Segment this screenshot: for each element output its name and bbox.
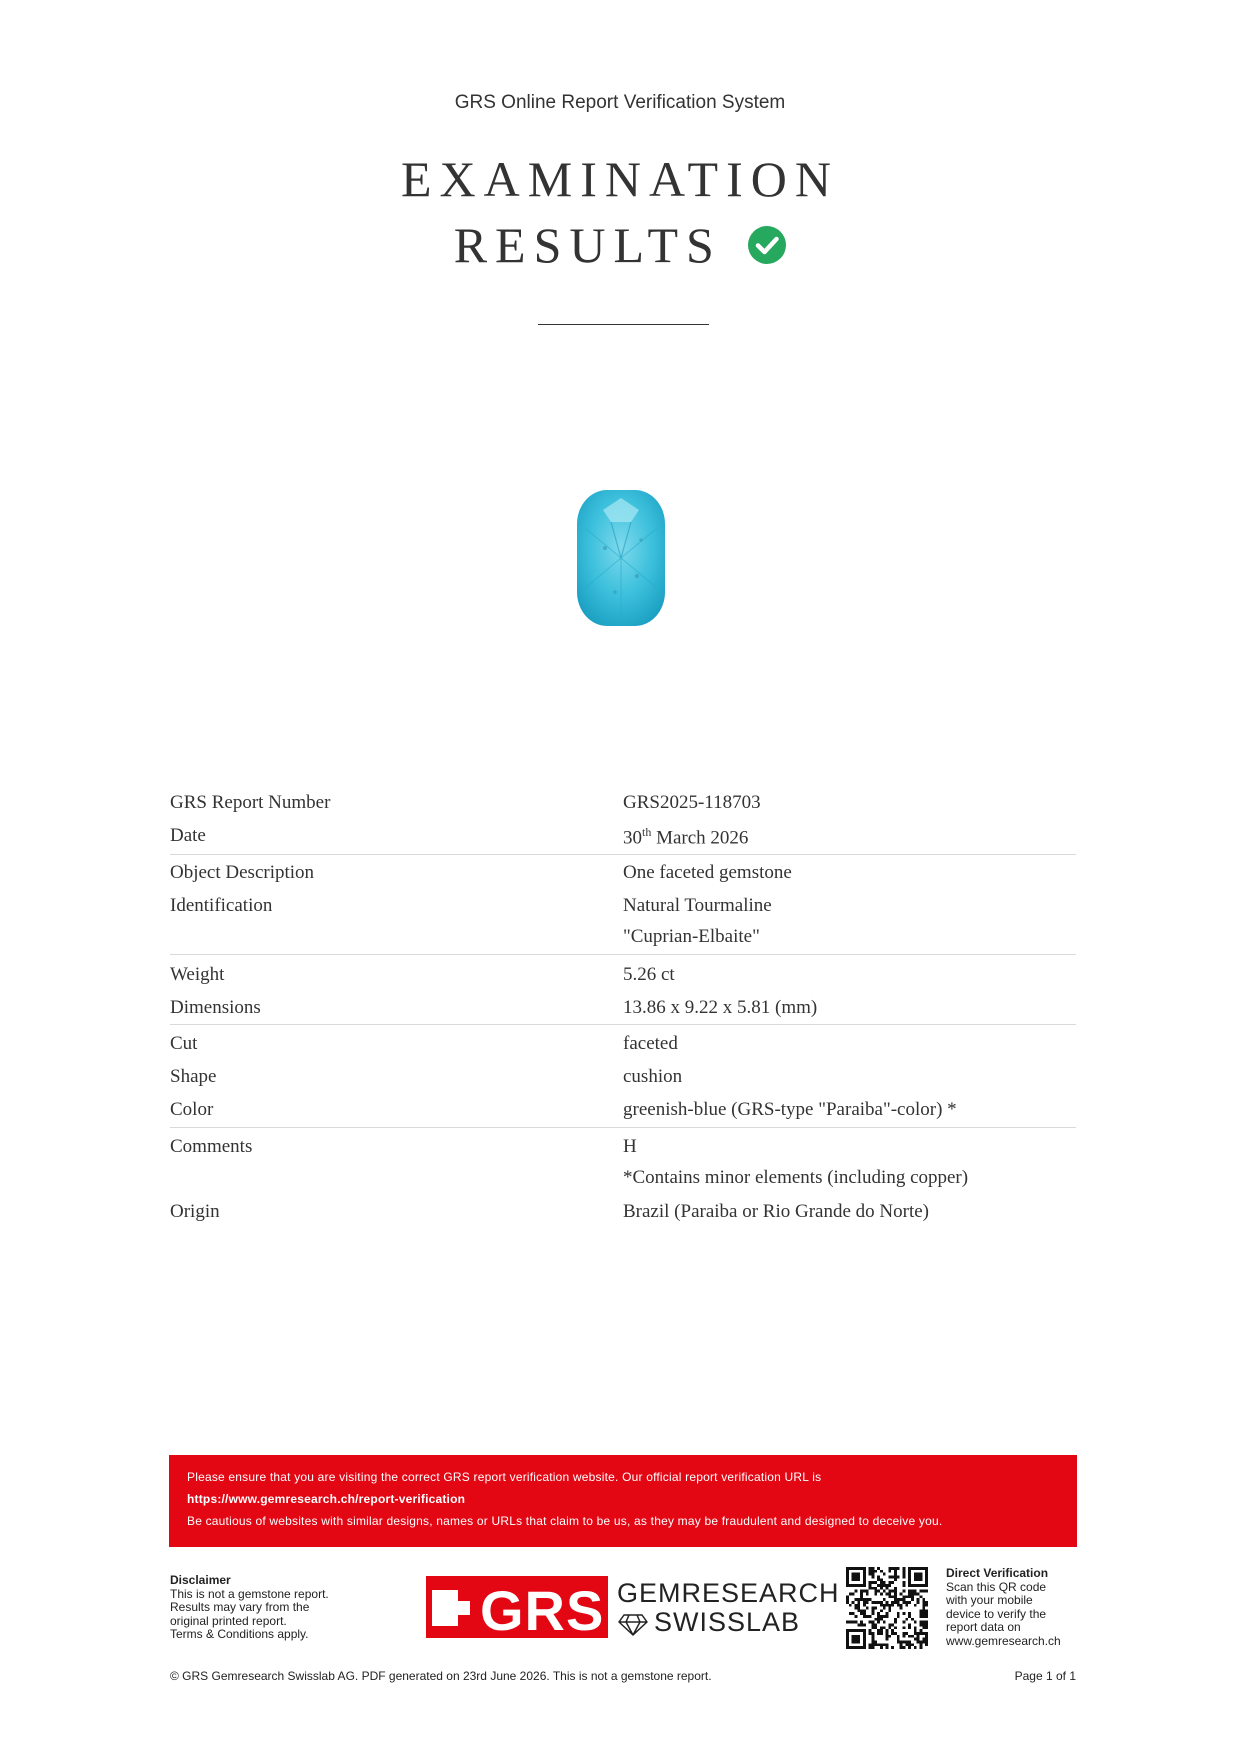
page-title-line1: EXAMINATION	[401, 151, 839, 207]
row-comments-note	[170, 1161, 1076, 1193]
value-color: greenish-blue (GRS-type "Paraiba"-color) *	[623, 1099, 957, 1120]
value-dimensions: 13.86 x 9.22 x 5.81 (mm)	[623, 997, 818, 1018]
value-object-description: One faceted gemstone	[623, 862, 792, 883]
footer-page-number: Page 1 of 1	[1014, 1669, 1076, 1683]
value-shape: cushion	[623, 1066, 683, 1087]
value-weight: 5.26 ct	[623, 964, 675, 985]
row-identification-variety	[170, 920, 1076, 952]
direct-verification-line: device to verify the	[946, 1606, 1047, 1621]
diamond-icon	[617, 1613, 649, 1637]
direct-verification-line: Scan this QR code	[946, 1579, 1047, 1594]
grs-logo-mark	[426, 1576, 608, 1642]
system-name: GRS Online Report Verification System	[454, 92, 786, 113]
logo-name-line1: GEMRESEARCH	[617, 1578, 840, 1608]
row-color	[170, 1093, 1076, 1125]
value-comments: H	[623, 1136, 637, 1157]
divider	[170, 954, 1076, 955]
check-circle-icon	[748, 226, 786, 264]
date-suffix: th	[642, 825, 652, 839]
page-title-line2	[0, 216, 1240, 274]
warning-line3: Be cautious of websites with similar designs, names or URLs that claim to be us, as they may be fraudulent and designed to deceive you.	[187, 1514, 943, 1528]
row-cut	[170, 1027, 1076, 1059]
row-comments	[170, 1130, 1076, 1162]
row-shape	[170, 1060, 1076, 1092]
swiss-cross-icon	[432, 1590, 470, 1626]
disclaimer	[170, 1574, 329, 1642]
label-dimensions: Dimensions	[170, 997, 261, 1018]
label-origin: Origin	[170, 1201, 220, 1222]
divider	[170, 854, 1076, 855]
warning-line1: Please ensure that you are visiting the correct GRS report verification website. Our official report verification URL is	[187, 1470, 822, 1484]
title-divider	[538, 324, 709, 325]
row-identification	[170, 889, 1076, 921]
label-shape: Shape	[170, 1066, 217, 1087]
direct-verification-heading: Direct Verification	[946, 1566, 1049, 1580]
label-report-number: GRS Report Number	[170, 792, 331, 813]
row-object-description	[170, 856, 1076, 888]
disclaimer-line: This is not a gemstone report.	[170, 1586, 329, 1601]
logo-grs-text: GRS	[480, 1579, 605, 1642]
gemstone-image	[575, 488, 667, 633]
qr-code[interactable]	[846, 1567, 928, 1654]
disclaimer-line: original printed report.	[170, 1613, 287, 1628]
logo-name-line2: SWISSLAB	[654, 1607, 801, 1637]
direct-verification	[946, 1567, 1061, 1648]
value-identification: Natural Tourmaline	[623, 895, 772, 916]
direct-verification-line: report data on	[946, 1620, 1021, 1634]
row-weight	[170, 958, 1076, 990]
row-report-number	[170, 786, 1076, 818]
warning-banner	[169, 1455, 1077, 1547]
label-comments: Comments	[170, 1136, 253, 1157]
label-color: Color	[170, 1099, 214, 1120]
divider	[170, 1127, 1076, 1128]
page-title-text: RESULTS	[453, 217, 722, 273]
row-origin	[170, 1195, 1076, 1227]
value-comments-note: *Contains minor elements (including copper)	[623, 1167, 969, 1188]
footer-copyright: © GRS Gemresearch Swisslab AG. PDF generated on 23rd June 2026. This is not a gemstone report.	[170, 1669, 712, 1683]
date-day: 30	[623, 827, 642, 849]
value-cut: faceted	[623, 1033, 678, 1054]
verification-url-link[interactable]: https://www.gemresearch.ch/report-verification	[187, 1492, 466, 1506]
label-cut: Cut	[170, 1033, 198, 1054]
disclaimer-line: Terms & Conditions apply.	[170, 1627, 309, 1641]
value-origin: Brazil (Paraiba or Rio Grande do Norte)	[623, 1201, 930, 1222]
label-identification: Identification	[170, 895, 273, 916]
label-weight: Weight	[170, 964, 225, 985]
value-report-number: GRS2025-118703	[623, 792, 761, 813]
date-rest: March 2026	[651, 827, 749, 849]
value-identification-variety: "Cuprian-Elbaite"	[623, 926, 760, 947]
label-date: Date	[170, 825, 206, 846]
direct-verification-website[interactable]: www.gemresearch.ch	[946, 1633, 1061, 1648]
divider	[170, 1024, 1076, 1025]
label-object-description: Object Description	[170, 862, 315, 883]
row-date	[170, 819, 1076, 851]
direct-verification-line: with your mobile	[946, 1593, 1033, 1607]
disclaimer-heading: Disclaimer	[170, 1573, 231, 1587]
value-date	[623, 825, 748, 849]
disclaimer-line: Results may vary from the	[170, 1600, 310, 1614]
row-dimensions	[170, 991, 1076, 1023]
